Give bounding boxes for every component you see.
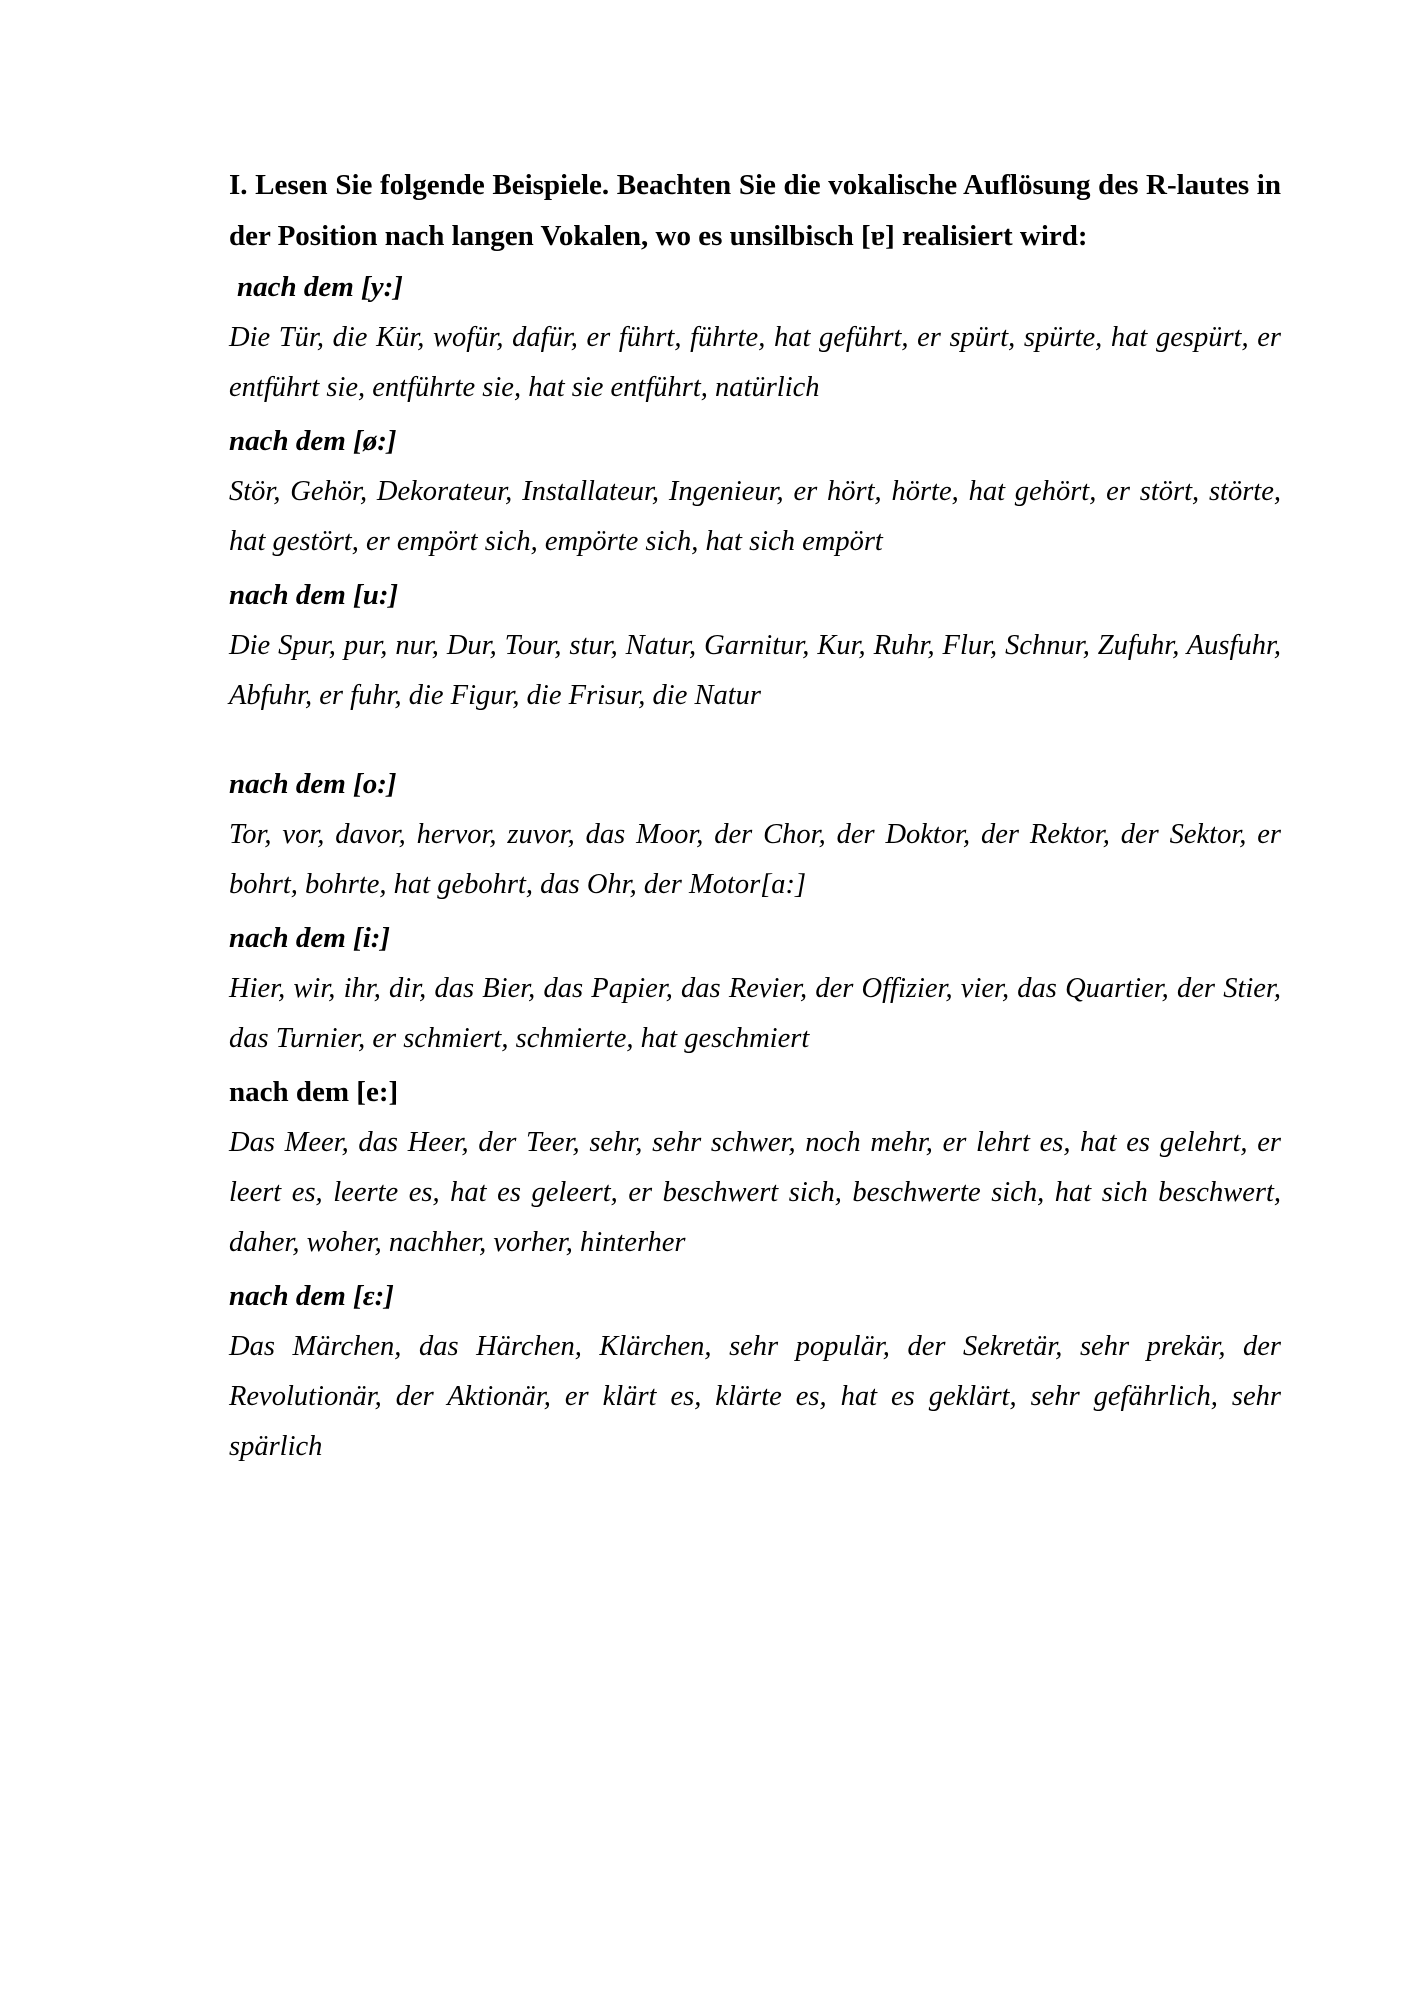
word-list-o: Tor, vor, davor, hervor, zuvor, das Moor, der Chor, der Doktor, der Rektor, der Sektor, er bohrt, bohrte, hat gebohrt, das Ohr, der Motor (229, 819, 1281, 900)
trailing-ipa-a: [ɑ:] (760, 869, 807, 900)
word-list-oe: Stör, Gehör, Dekorateur, Installateur, Ingenieur, er hört, hörte, hat gehört, er stört, störte, hat gestört, er empört sich, empörte sich, hat sich empört (229, 476, 1281, 557)
section-heading-ae: nach dem [ɛ:] (229, 1280, 394, 1312)
word-list-o-container (229, 810, 1281, 910)
section-heading-y: nach dem [y:] (237, 271, 403, 303)
word-list-e: Das Meer, das Heer, der Teer, sehr, sehr schwer, noch mehr, er lehrt es, hat es gelehrt, er leert es, leerte es, hat es geleert, er beschwert sich, beschwerte sich, hat sich beschwert, daher, woher, nachher, vorher, hinterher (229, 1127, 1281, 1258)
word-list-ae: Das Märchen, das Härchen, Klärchen, sehr populär, der Sekretär, sehr prekär, der Revolutionär, der Aktionär, er klärt es, klärte es, hat es geklärt, sehr gefährlich, sehr spärlich (229, 1331, 1281, 1462)
section-heading-e: nach dem [e:] (229, 1076, 399, 1108)
exercise-page (229, 160, 1281, 1475)
exercise-instruction: I. Lesen Sie folgende Beispiele. Beachten Sie die vokalische Auflösung des R-lautes in der Position nach langen Vokalen, wo es unsilbisch [ɐ] realisiert wird: (229, 169, 1281, 252)
section-heading-u: nach dem [u:] (229, 579, 399, 611)
word-list-i: Hier, wir, ihr, dir, das Bier, das Papier, das Revier, der Offizier, vier, das Quartier, der Stier, das Turnier, er schmiert, schmierte, hat geschmiert (229, 973, 1281, 1054)
section-heading-i: nach dem [i:] (229, 922, 391, 954)
word-list-y: Die Tür, die Kür, wofür, dafür, er führt, führte, hat geführt, er spürt, spürte, hat gespürt, er entführt sie, entführte sie, hat sie entführt, natürlich (229, 322, 1281, 403)
word-list-u: Die Spur, pur, nur, Dur, Tour, stur, Natur, Garnitur, Kur, Ruhr, Flur, Schnur, Zufuhr, Ausfuhr, Abfuhr, er fuhr, die Figur, die Frisur, die Natur (229, 630, 1281, 711)
section-heading-o: nach dem [o:] (229, 768, 397, 800)
section-spacer (229, 724, 1281, 759)
section-heading-oe: nach dem [ø:] (229, 425, 397, 457)
